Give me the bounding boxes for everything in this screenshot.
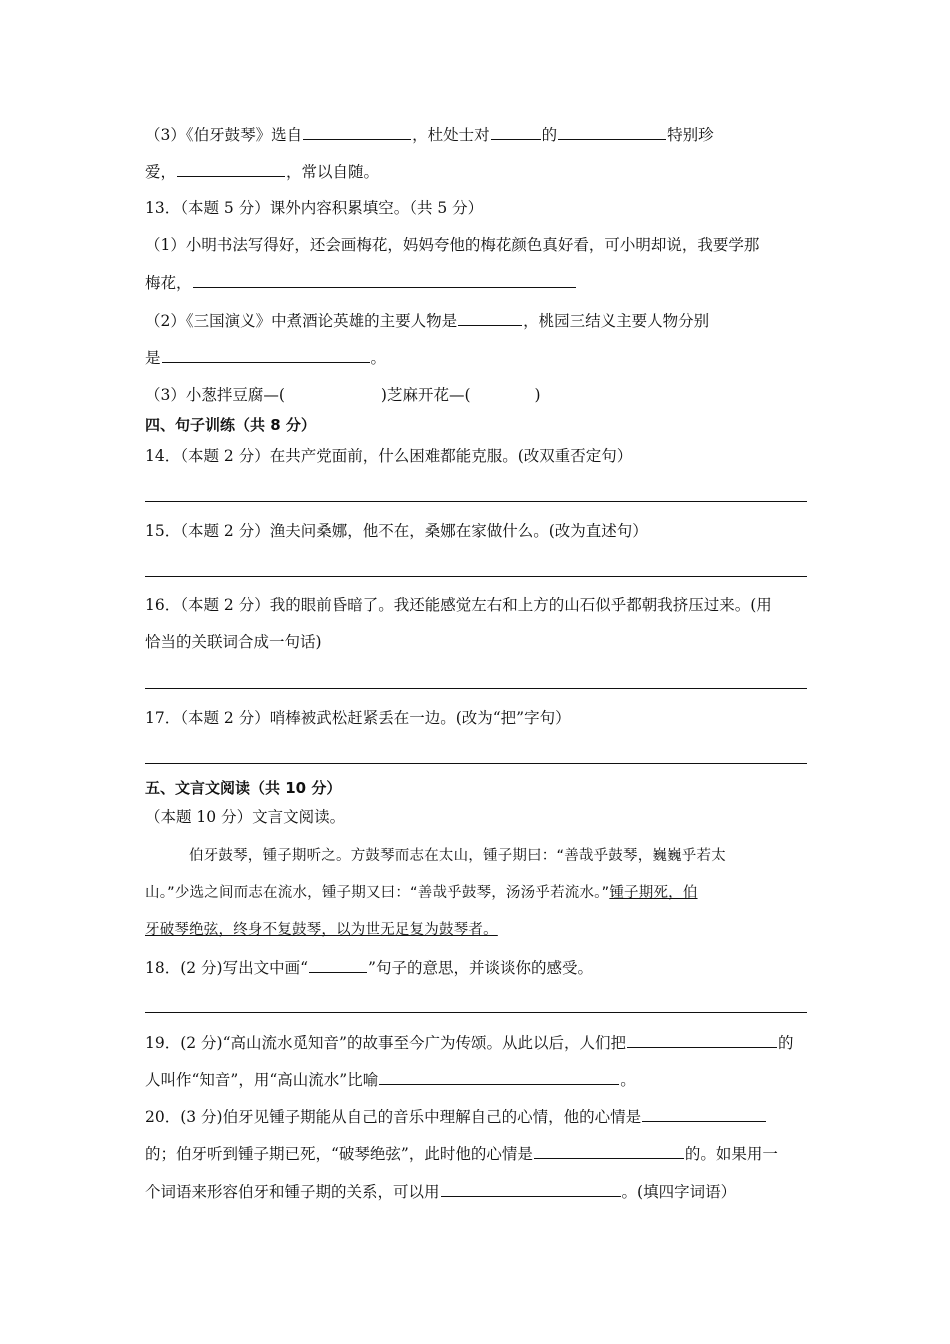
- q13-1-line2: 梅花，: [145, 271, 577, 294]
- answer-blank[interactable]: [642, 1105, 766, 1122]
- answer-blank[interactable]: [303, 123, 411, 140]
- q13-2-line1: （2）《三国演义》中煮酒论英雄的主要人物是 ，桃园三结义主要人物分别: [145, 309, 709, 332]
- q16-line2: 恰当的关联词合成一句话): [145, 633, 322, 651]
- passage-line2: 山。”少选之间而志在流水，锺子期又曰：“善哉乎鼓琴，汤汤乎若流水。”锺子期死，伯: [145, 885, 698, 901]
- answer-line-q15[interactable]: [145, 576, 807, 577]
- q12-3-line2: 爱， ，常以自随。: [145, 160, 379, 183]
- q19-line2: 人叫作“知音”，用“高山流水”比喻 。: [145, 1068, 636, 1091]
- answer-blank[interactable]: [379, 1068, 619, 1085]
- q20-line2: 的；伯牙听到锺子期已死，“破琴绝弦”，此时他的心情是 的。如果用一: [145, 1142, 778, 1165]
- q15: 15．（本题 2 分）渔夫问桑娜，他不在，桑娜在家做什么。(改为直述句）: [145, 522, 648, 540]
- q16-line1: 16．（本题 2 分）我的眼前昏暗了。我还能感觉左右和上方的山石似乎都朝我挤压过来。(用: [145, 596, 772, 614]
- answer-blank[interactable]: [162, 346, 370, 363]
- q12-3-line1: （3）《伯牙鼓琴》选自 ，杜处士对 的 特别珍: [145, 123, 714, 146]
- answer-blank[interactable]: [193, 271, 576, 288]
- q13-2-line2: 是 。: [145, 346, 386, 369]
- underline-sample: [309, 956, 367, 973]
- q18: 18．(2 分)写出文中画“ ”句子的意思，并谈谈你的感受。: [145, 956, 593, 979]
- q13-3: （3）小葱拌豆腐—( )芝麻开花—( ): [145, 386, 541, 404]
- section5-title: 五、文言文阅读（共 10 分）: [145, 779, 342, 797]
- underlined-sentence: 锺子期死，伯: [609, 885, 698, 901]
- passage-line1: 伯牙鼓琴，锺子期听之。方鼓琴而志在太山，锺子期曰：“善哉乎鼓琴，巍巍乎若太: [189, 848, 726, 864]
- answer-blank[interactable]: [177, 160, 285, 177]
- answer-line-q18[interactable]: [145, 1012, 807, 1013]
- q17: 17．（本题 2 分）哨棒被武松赶紧丢在一边。(改为“把”字句）: [145, 709, 571, 727]
- q13-title: 13．（本题 5 分）课外内容积累填空。（共 5 分）: [145, 199, 484, 217]
- answer-blank[interactable]: [627, 1031, 777, 1048]
- passage-line3: 牙破琴绝弦，终身不复鼓琴，以为世无足复为鼓琴者。: [145, 922, 498, 938]
- answer-blank[interactable]: [558, 123, 666, 140]
- q13-1-line1: （1）小明书法写得好，还会画梅花，妈妈夸他的梅花颜色真好看，可小明却说，我要学那: [145, 236, 760, 254]
- q20-line3: 个词语来形容伯牙和锺子期的关系，可以用 。(填四字词语）: [145, 1180, 736, 1203]
- answer-blank[interactable]: [491, 123, 541, 140]
- answer-blank[interactable]: [441, 1180, 621, 1197]
- section5-intro: （本题 10 分）文言文阅读。: [145, 808, 346, 826]
- answer-blank[interactable]: [534, 1142, 684, 1159]
- section4-title: 四、句子训练（共 8 分）: [145, 416, 316, 434]
- q19-line1: 19．(2 分)“高山流水觅知音”的故事至今广为传颂。从此以后，人们把 的: [145, 1031, 793, 1054]
- q20-line1: 20．(3 分)伯牙见锺子期能从自己的音乐中理解自己的心情，他的心情是: [145, 1105, 767, 1128]
- answer-line-q17[interactable]: [145, 763, 807, 764]
- answer-blank[interactable]: [458, 309, 522, 326]
- answer-line-q16[interactable]: [145, 688, 807, 689]
- q14: 14．（本题 2 分）在共产党面前，什么困难都能克服。(改双重否定句）: [145, 447, 633, 465]
- answer-line-q14[interactable]: [145, 501, 807, 502]
